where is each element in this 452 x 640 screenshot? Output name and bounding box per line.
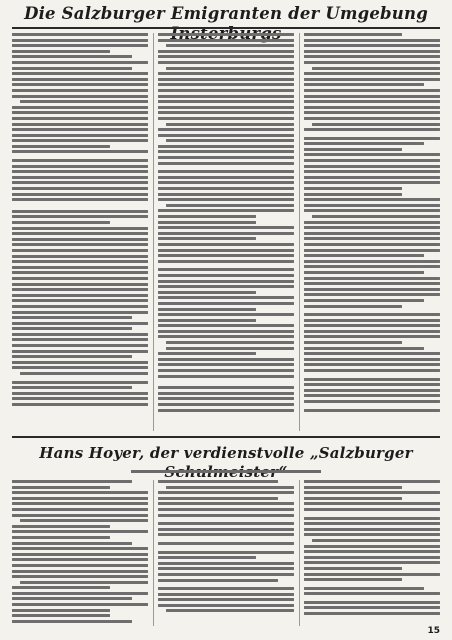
body-text-line <box>158 397 294 400</box>
body-text-line <box>158 193 294 196</box>
body-text-line <box>158 55 294 58</box>
body-text-line <box>304 578 402 581</box>
body-text-line <box>158 215 256 218</box>
body-text-line <box>304 142 424 145</box>
body-text-line <box>158 296 294 299</box>
body-text-line <box>304 347 424 350</box>
body-text-line <box>12 111 148 114</box>
body-text-line <box>166 139 294 142</box>
body-text-line <box>304 383 440 386</box>
body-text-line <box>12 106 148 109</box>
body-text-line <box>304 243 440 246</box>
body-text-line <box>12 128 148 131</box>
body-text-line <box>12 536 110 539</box>
body-text-line <box>12 283 148 286</box>
body-text-line <box>166 67 294 70</box>
body-text-line <box>304 95 440 98</box>
body-text-line <box>158 209 294 212</box>
body-text-line <box>304 100 440 103</box>
body-text-line <box>304 522 440 525</box>
body-text-line <box>304 204 440 207</box>
headline-hans-hoyer: Hans Hoyer, der verdienstvolle „Salzburger <box>39 444 413 462</box>
body-text-line <box>12 187 148 190</box>
body-text-line <box>158 508 294 511</box>
body-text-line <box>158 556 256 559</box>
body-text-line <box>304 39 440 42</box>
body-text-line <box>12 39 148 42</box>
body-text-line <box>158 150 294 153</box>
body-text-line <box>304 89 440 92</box>
body-text-line <box>158 324 294 327</box>
body-text-line <box>158 409 294 412</box>
body-text-line <box>12 338 148 341</box>
body-text-line <box>158 226 294 229</box>
body-text-line <box>304 153 440 156</box>
body-text-line <box>304 550 440 553</box>
body-text-line <box>12 83 148 86</box>
body-text-line <box>158 587 294 590</box>
body-text-line <box>12 397 148 400</box>
body-text-line <box>12 255 148 258</box>
article-1-column-3 <box>304 33 440 431</box>
body-text-line <box>158 268 294 271</box>
body-text-line <box>158 352 256 355</box>
body-text-line <box>304 50 440 53</box>
article-2-columns <box>12 480 440 626</box>
body-text-line <box>12 181 148 184</box>
body-text-line <box>304 528 440 531</box>
body-text-line <box>304 561 440 564</box>
body-text-line <box>12 530 148 533</box>
body-text-line <box>304 187 402 190</box>
body-text-line <box>304 198 440 201</box>
body-text-line <box>12 55 132 58</box>
body-text-line <box>158 551 294 554</box>
body-text-line <box>304 378 440 381</box>
body-text-line <box>12 232 148 235</box>
body-text-line <box>20 372 148 375</box>
body-text-line <box>158 528 294 531</box>
body-text-line <box>12 299 148 302</box>
body-text-line <box>158 254 294 257</box>
body-text-line <box>304 83 424 86</box>
body-text-line <box>158 533 294 536</box>
body-text-line <box>12 386 132 389</box>
body-text-line <box>158 145 294 148</box>
body-text-line <box>158 50 294 53</box>
body-text-line <box>304 137 440 140</box>
body-text-line <box>158 83 294 86</box>
headline-rule-top <box>12 27 440 29</box>
body-text-line <box>304 44 440 47</box>
body-text-line <box>304 612 440 615</box>
body-text-line <box>12 193 148 196</box>
body-text-line <box>12 350 148 353</box>
body-text-line <box>304 352 440 355</box>
body-text-line <box>12 344 148 347</box>
body-text-line <box>304 587 424 590</box>
body-text-line <box>12 145 110 148</box>
body-text-line <box>304 249 440 252</box>
body-text-line <box>304 237 440 240</box>
body-text-line <box>304 299 424 302</box>
body-text-line <box>304 517 440 520</box>
body-text-line <box>158 111 294 114</box>
body-text-line <box>12 198 148 201</box>
body-text-line <box>12 134 148 137</box>
body-text-line <box>12 381 148 384</box>
body-text-line <box>304 324 440 327</box>
body-text-line <box>12 525 110 528</box>
body-text-line <box>12 89 148 92</box>
body-text-line <box>304 72 440 75</box>
body-text-line <box>158 61 294 64</box>
body-text-line <box>158 567 294 570</box>
body-text-line <box>304 409 440 412</box>
body-text-line <box>12 502 148 505</box>
body-text-line <box>20 100 148 103</box>
body-text-line <box>12 210 148 213</box>
column-divider <box>153 480 154 626</box>
body-text-line <box>158 562 294 565</box>
body-text-line <box>158 106 294 109</box>
body-text-line <box>12 215 148 218</box>
body-text-line <box>158 181 294 184</box>
body-text-line <box>12 67 132 70</box>
body-text-line <box>12 553 148 556</box>
body-text-line <box>12 514 148 517</box>
body-text-line <box>20 519 148 522</box>
body-text-line <box>304 573 440 576</box>
body-text-line <box>12 480 132 483</box>
body-text-line <box>12 497 148 500</box>
body-text-line <box>12 260 148 263</box>
body-text-line <box>158 319 256 322</box>
body-text-line <box>12 294 148 297</box>
body-text-line <box>304 117 440 120</box>
body-text-line <box>304 209 440 212</box>
body-text-line <box>158 39 294 42</box>
body-text-line <box>158 375 294 378</box>
body-text-line <box>12 150 148 153</box>
body-text-line <box>304 400 440 403</box>
body-text-line <box>304 159 440 162</box>
body-text-line <box>12 61 148 64</box>
body-text-line <box>12 570 148 573</box>
body-text-line <box>166 341 294 344</box>
body-text-line <box>12 170 148 173</box>
body-text-line <box>158 497 278 500</box>
body-text-line <box>304 288 440 291</box>
body-text-line <box>12 361 148 364</box>
article-separator-rule <box>12 436 440 438</box>
body-text-line <box>12 277 148 280</box>
body-text-line <box>304 556 440 559</box>
body-text-line <box>158 308 256 311</box>
body-text-line <box>12 95 148 98</box>
body-text-line <box>304 265 440 268</box>
body-text-line <box>304 601 440 604</box>
body-text-line <box>304 165 440 168</box>
body-text-line <box>158 100 294 103</box>
byline-text-lines <box>131 470 321 473</box>
body-text-line <box>304 335 440 338</box>
body-text-line <box>158 291 256 294</box>
body-text-line <box>304 232 440 235</box>
body-text-line <box>304 305 402 308</box>
body-text-line <box>158 598 294 601</box>
body-text-line <box>304 271 424 274</box>
body-text-line <box>166 486 294 489</box>
body-text-line <box>166 123 294 126</box>
body-text-line <box>12 123 148 126</box>
body-text-line <box>304 389 440 392</box>
body-text-line <box>12 355 132 358</box>
body-text-line <box>158 514 294 517</box>
body-text-line <box>12 266 148 269</box>
body-text-line <box>304 319 440 322</box>
body-text-line <box>12 486 110 489</box>
body-text-line <box>12 586 110 589</box>
body-text-line <box>158 386 294 389</box>
body-text-line <box>158 95 294 98</box>
body-text-line <box>304 111 440 114</box>
body-text-line <box>12 139 148 142</box>
body-text-line <box>158 358 294 361</box>
body-text-line <box>12 165 148 168</box>
body-text-line <box>304 226 440 229</box>
body-text-line <box>304 277 440 280</box>
body-text-line <box>312 67 440 70</box>
body-text-line <box>158 593 294 596</box>
body-text-line <box>12 592 148 595</box>
body-text-line <box>304 592 440 595</box>
body-text-line <box>304 491 440 494</box>
body-text-line <box>12 249 148 252</box>
body-text-line <box>12 78 148 81</box>
body-text-line <box>158 176 294 179</box>
body-text-line <box>158 579 278 582</box>
body-text-line <box>304 363 440 366</box>
page-number: 15 <box>427 626 440 636</box>
body-text-line <box>304 170 440 173</box>
body-text-line <box>12 403 148 406</box>
body-text-line <box>158 237 256 240</box>
body-text-line <box>158 285 294 288</box>
body-text-line <box>304 567 402 570</box>
body-text-line <box>12 609 110 612</box>
body-text-line <box>12 392 148 395</box>
body-text-line <box>12 227 148 230</box>
body-text-line <box>304 293 440 296</box>
body-text-line <box>304 33 402 36</box>
body-text-line <box>158 249 294 252</box>
body-text-line <box>158 502 294 505</box>
body-text-line <box>166 347 294 350</box>
body-text-line <box>304 193 402 196</box>
body-text-line <box>304 282 440 285</box>
body-text-line <box>12 117 148 120</box>
body-text-line <box>158 170 294 173</box>
body-text-line <box>158 491 294 494</box>
body-text-line <box>304 341 402 344</box>
body-text-line <box>158 392 294 395</box>
body-text-line <box>12 542 132 545</box>
body-text-line <box>304 176 440 179</box>
body-text-line <box>158 369 294 372</box>
body-text-line <box>12 159 148 162</box>
body-text-line <box>304 330 440 333</box>
body-text-line <box>304 106 440 109</box>
body-text-line <box>158 363 294 366</box>
body-text-line <box>304 128 440 131</box>
body-text-line <box>304 369 440 372</box>
column-divider <box>299 33 300 431</box>
body-text-line <box>158 162 294 165</box>
body-text-line <box>12 564 148 567</box>
body-text-line <box>304 358 440 361</box>
body-text-line <box>158 313 294 316</box>
body-text-line <box>158 542 294 545</box>
body-text-line <box>304 480 440 483</box>
body-text-line <box>158 274 294 277</box>
body-text-line <box>12 288 148 291</box>
body-text-line <box>158 156 294 159</box>
article-1-column-1 <box>12 33 148 431</box>
headline-salzburger-emigranten: Die Salzburger Emigranten der Umgebung <box>24 4 428 23</box>
body-text-line <box>304 181 440 184</box>
body-text-line <box>20 581 148 584</box>
article-2-column-1 <box>12 480 148 626</box>
body-text-line <box>304 254 424 257</box>
body-text-line <box>12 44 148 47</box>
body-text-line <box>12 316 132 319</box>
body-text-line <box>312 215 440 218</box>
body-text-line <box>158 604 294 607</box>
body-text-line <box>12 221 110 224</box>
body-text-line <box>158 134 294 137</box>
body-text-line <box>304 508 440 511</box>
column-divider <box>153 33 154 431</box>
body-text-line <box>158 117 294 120</box>
body-text-line <box>12 558 148 561</box>
body-text-line <box>12 508 148 511</box>
body-text-line <box>304 486 402 489</box>
body-text-line <box>158 78 294 81</box>
body-text-line <box>166 609 294 612</box>
body-text-line <box>158 302 294 305</box>
article-2-column-2 <box>158 480 294 626</box>
body-text-line <box>12 50 110 53</box>
body-text-line <box>158 198 294 201</box>
body-text-line <box>158 221 256 224</box>
body-text-line <box>12 547 148 550</box>
body-text-line <box>312 123 440 126</box>
body-text-line <box>12 33 148 36</box>
body-text-line <box>12 491 148 494</box>
body-text-line <box>158 522 294 525</box>
body-text-line <box>304 221 440 224</box>
body-text-line <box>304 148 402 151</box>
body-text-line <box>12 366 148 369</box>
body-text-line <box>12 322 148 325</box>
body-text-line <box>158 72 294 75</box>
body-text-line <box>304 260 440 263</box>
body-text-line <box>158 33 294 36</box>
body-text-line <box>12 72 148 75</box>
article-1-column-2 <box>158 33 294 431</box>
body-text-line <box>12 311 148 314</box>
body-text-line <box>12 243 148 246</box>
body-text-line <box>166 204 294 207</box>
body-text-line <box>12 333 148 336</box>
body-text-line <box>12 603 148 606</box>
body-text-line <box>304 606 440 609</box>
body-text-line <box>304 533 440 536</box>
body-text-line <box>158 280 294 283</box>
body-text-line <box>158 187 294 190</box>
body-text-line <box>304 313 440 316</box>
article-1-columns <box>12 33 440 431</box>
body-text-line <box>304 61 440 64</box>
body-text-line <box>12 620 132 623</box>
body-text-line <box>158 89 294 92</box>
body-text-line <box>304 55 440 58</box>
body-text-line <box>12 327 132 330</box>
body-text-line <box>304 545 440 548</box>
body-text-line <box>158 260 294 263</box>
article-2-byline <box>0 467 452 475</box>
body-text-line <box>304 497 402 500</box>
body-text-line <box>158 128 294 131</box>
body-text-line <box>304 78 440 81</box>
body-text-line <box>304 502 440 505</box>
body-text-line <box>158 243 294 246</box>
body-text-line <box>12 176 148 179</box>
body-text-line <box>158 335 294 338</box>
body-text-line <box>12 305 148 308</box>
body-text-line <box>158 480 278 483</box>
body-text-line <box>12 238 148 241</box>
body-text-line <box>312 539 440 542</box>
body-text-line <box>158 403 294 406</box>
body-text-line <box>12 614 110 617</box>
body-text-line <box>166 44 294 47</box>
body-text-line <box>304 394 440 397</box>
paragraph-gap <box>12 409 148 412</box>
body-text-line <box>12 575 148 578</box>
body-text-line <box>158 330 294 333</box>
article-2-column-3 <box>304 480 440 626</box>
body-text-line <box>12 271 148 274</box>
body-text-line <box>158 573 294 576</box>
column-divider <box>299 480 300 626</box>
body-text-line <box>158 232 294 235</box>
body-text-line <box>12 597 132 600</box>
